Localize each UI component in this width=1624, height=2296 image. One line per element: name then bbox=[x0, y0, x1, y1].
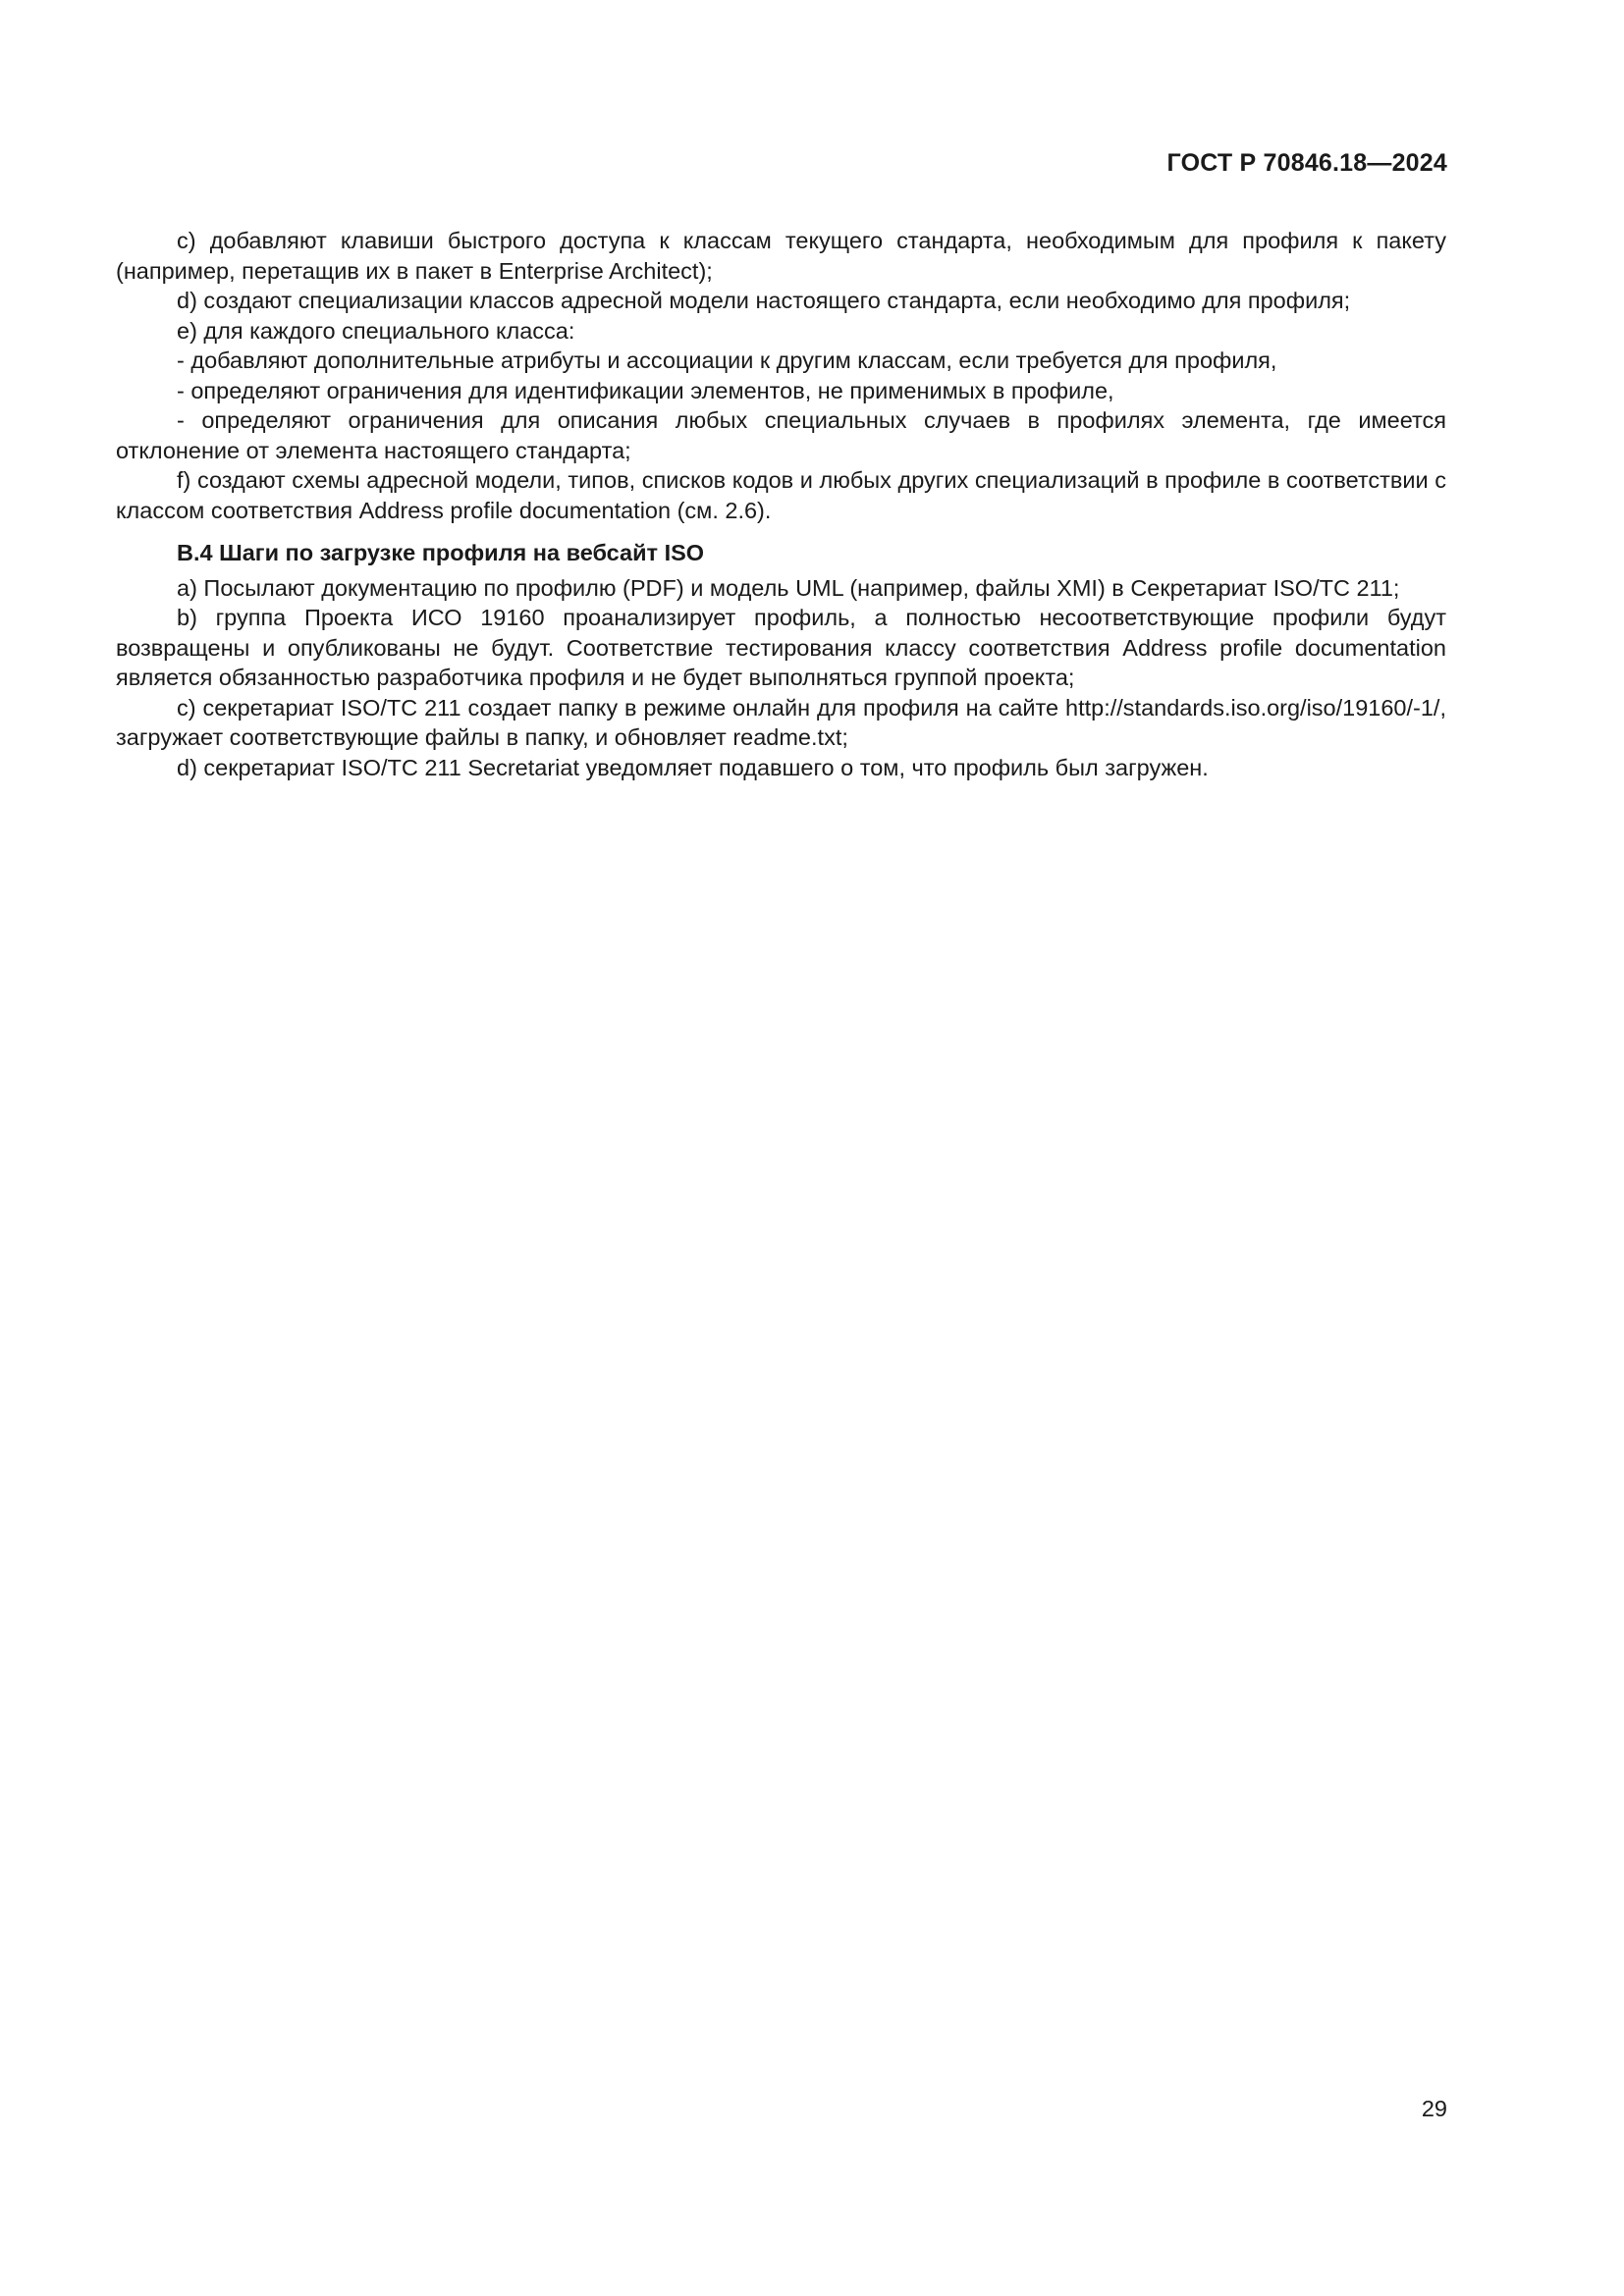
document-header: ГОСТ Р 70846.18—2024 bbox=[1166, 149, 1447, 177]
paragraph-item-d: d) создают специализации классов адресной модели настоящего стандарта, если необходимо для профиля; bbox=[177, 288, 1351, 313]
b4-item-d: d) секретариат ISO/TC 211 Secretariat уведомляет подавшего о том, что профиль был загружен. bbox=[177, 754, 1209, 780]
paragraph-dash-3: - определяют ограничения для описания любых специальных случаев в профилях элемента, где имеется отклонение от элемента настоящего стандарта; bbox=[116, 407, 1446, 463]
page-body bbox=[116, 226, 1446, 782]
paragraph-dash-1: - добавляют дополнительные атрибуты и ассоциации к другим классам, если требуется для профиля, bbox=[177, 347, 1277, 373]
b4-item-b: b) группа Проекта ИСО 19160 проанализирует профиль, а полностью несоответствующие профили будут возвращены и опубликованы не будут. Соответствие тестирования классу соответствия Address profile documentation является обязанностью разработчика профиля и не будет выполняться группой проекта; bbox=[116, 605, 1446, 690]
paragraph-item-e: e) для каждого специального класса: bbox=[177, 317, 575, 344]
b4-item-c: c) секретариат ISO/TC 211 создает папку в режиме онлайн для профиля на сайте http://standards.iso.org/iso/19160/-1/, загружает соответствующие файлы в папку, и обновляет readme.txt; bbox=[116, 694, 1446, 750]
paragraph-item-c: c) добавляют клавиши быстрого доступа к классам текущего стандарта, необходимым для профиля к пакету (например, перетащив их в пакет в Enterprise Architect); bbox=[116, 228, 1446, 284]
section-heading-b4: B.4 Шаги по загрузке профиля на вебсайт ISO bbox=[177, 540, 705, 565]
paragraph-item-f: f) создают схемы адресной модели, типов, списков кодов и любых других специализаций в профиле в соответствии с классом соответствия Address profile documentation (см. 2.6). bbox=[116, 467, 1446, 523]
b4-item-a: a) Посылают документацию по профилю (PDF) и модель UML (например, файлы XMI) в Секретариат ISO/TC 211; bbox=[177, 574, 1400, 601]
paragraph-dash-2: - определяют ограничения для идентификации элементов, не применимых в профиле, bbox=[177, 377, 1114, 403]
page-number: 29 bbox=[1421, 2096, 1447, 2121]
